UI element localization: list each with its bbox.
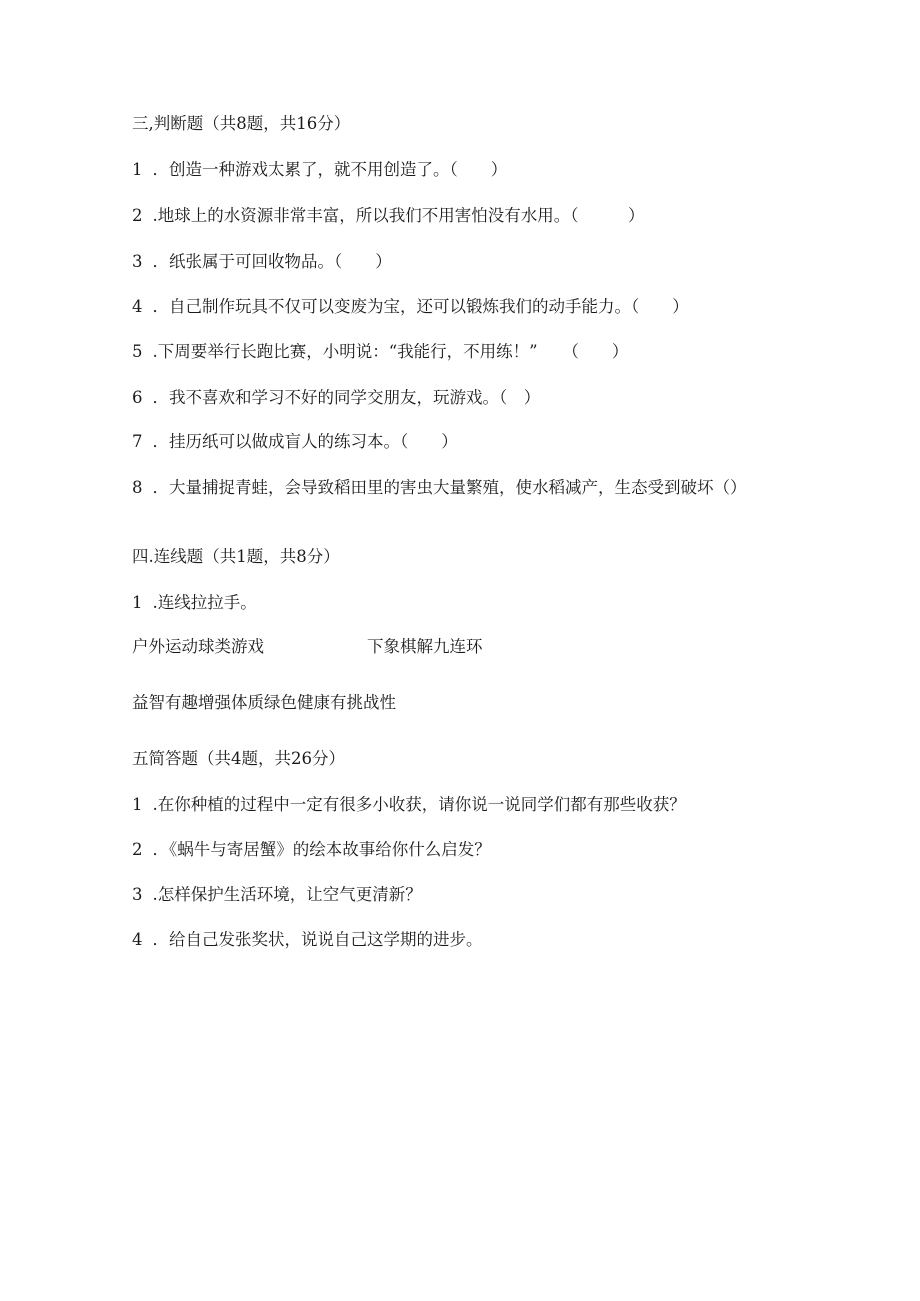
question-text: ．创造一种游戏太累了，就不用创造了。（ ） xyxy=(152,160,508,179)
question-text: .地球上的水资源非常丰富，所以我们不用害怕没有水用。（ ） xyxy=(152,206,645,225)
question-text: .下周要举行长跑比赛，小明说：“我能行，不用练！” （ ） xyxy=(152,342,629,361)
question-number: 6 xyxy=(132,388,143,407)
question-number: 5 xyxy=(132,342,143,361)
question-number: 2 xyxy=(132,840,143,859)
judge-question-8 xyxy=(132,477,782,499)
question-number: 3 xyxy=(132,885,143,904)
judge-question-7 xyxy=(132,431,458,453)
judge-question-5 xyxy=(132,341,628,363)
question-text: .连线拉拉手。 xyxy=(152,593,257,612)
question-text: ．挂历纸可以做成盲人的练习本。（ ） xyxy=(152,432,458,451)
question-number: 4 xyxy=(132,297,143,316)
section-5-title: 五简答题（共4题，共26分） xyxy=(132,749,345,768)
question-number: 3 xyxy=(132,252,143,271)
question-number: 1 xyxy=(132,593,143,612)
judge-question-6 xyxy=(132,387,540,409)
judge-question-1 xyxy=(132,159,507,181)
judge-question-2 xyxy=(132,205,645,227)
question-number: 1 xyxy=(132,795,143,814)
judge-question-4 xyxy=(132,296,689,318)
short-answer-question-4 xyxy=(132,929,483,951)
section-3-title: 三,判断题（共8题，共16分） xyxy=(132,114,351,133)
question-text: ．《蜗牛与寄居蟹》的绘本故事给你什么启发？ xyxy=(152,840,491,859)
question-text: ．自己制作玩具不仅可以变废为宝，还可以锻炼我们的动手能力。（ ） xyxy=(152,297,689,316)
question-text: ．大量捕捉青蛙，会导致稻田里的害虫大量繁殖，使水稻减产，生态受到破坏（） xyxy=(152,478,747,497)
short-answer-question-2 xyxy=(132,839,491,861)
question-text: ．纸张属于可回收物品。（ ） xyxy=(152,252,392,271)
question-number: 1 xyxy=(132,160,143,179)
question-number: 2 xyxy=(132,206,143,225)
matching-row-1-left: 户外运动球类游戏 xyxy=(132,637,264,656)
short-answer-question-1 xyxy=(132,794,686,816)
short-answer-question-3 xyxy=(132,884,422,906)
question-number: 4 xyxy=(132,930,143,949)
question-text: .怎样保护生活环境，让空气更清新？ xyxy=(152,885,422,904)
question-text: ．给自己发张奖状，说说自己这学期的进步。 xyxy=(152,930,483,949)
matching-row-1-right: 下象棋解九连环 xyxy=(367,637,483,656)
judge-question-3 xyxy=(132,251,392,273)
question-text: ．我不喜欢和学习不好的同学交朋友，玩游戏。（ ） xyxy=(152,388,541,407)
section-4-title: 四.连线题（共1题，共8分） xyxy=(132,547,340,566)
matching-question-1 xyxy=(132,592,257,614)
question-number: 7 xyxy=(132,432,143,451)
matching-row-2: 益智有趣增强体质绿色健康有挑战性 xyxy=(132,693,396,712)
question-text: .在你种植的过程中一定有很多小收获，请你说一说同学们都有那些收获？ xyxy=(152,795,686,814)
question-number: 8 xyxy=(132,478,143,497)
